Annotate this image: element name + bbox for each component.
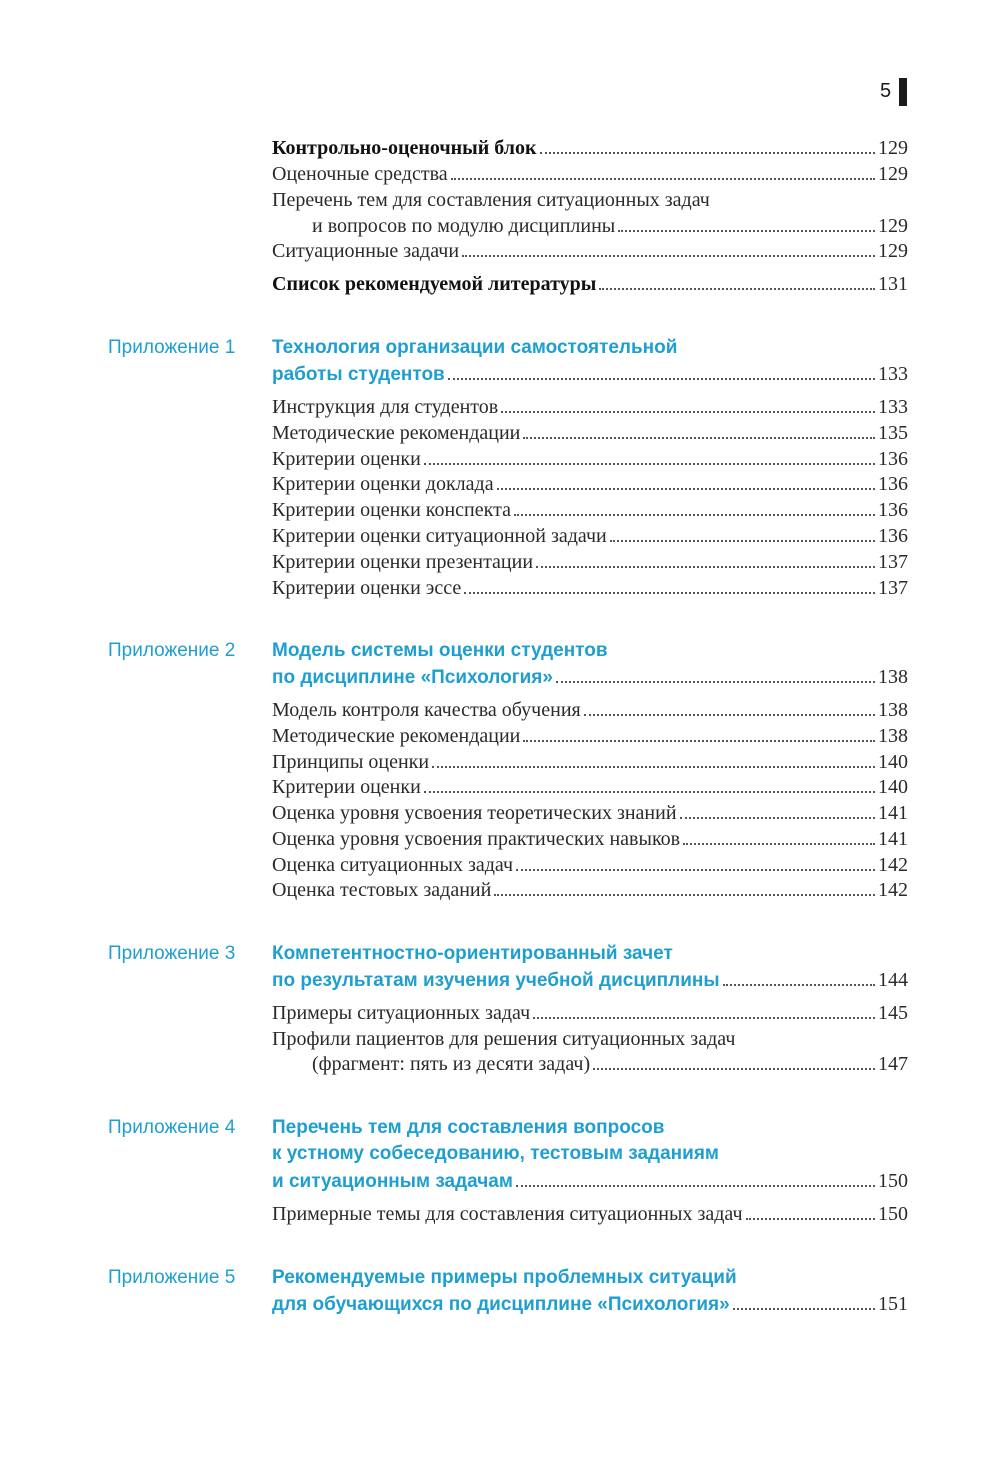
toc-entry-title: Модель контроля качества обучения [272,699,581,721]
toc-entry[interactable] [272,801,908,825]
toc-leader-dots [501,411,875,413]
appendix-label: Приложение 2 [108,640,236,661]
appendix-title-entry[interactable] [272,665,908,690]
toc-entry-title: Критерии оценки эссе [272,577,462,599]
toc-entry-page: 136 [878,448,908,470]
toc-entry[interactable] [272,524,908,548]
appendix-title-line: и ситуационным задачам [272,1171,513,1192]
toc-entry-page: 129 [878,215,908,237]
toc-entry[interactable] [272,550,908,574]
toc-entry[interactable] [272,827,908,851]
toc-leader-dots [424,463,875,465]
toc-leader-dots [584,714,875,716]
toc-leader-dots [451,178,875,180]
toc-entry-title: Оценочные средства [272,163,448,185]
toc-entry-title-line: Перечень тем для составления ситуационных задач [272,189,710,211]
toc-leader-dots [746,1218,875,1220]
toc-entry-title: Оценка уровня усвоения теоретических знаний [272,802,677,824]
toc-entry[interactable] [272,1202,908,1226]
toc-entry[interactable] [272,162,908,186]
page-number-bar [899,78,907,106]
page-number: 5 [880,80,892,102]
toc-entry-page: 142 [878,879,908,901]
toc-leader-dots [432,766,875,768]
toc-entry-page: 131 [878,273,908,295]
toc-leader-dots [462,255,875,257]
toc-entry[interactable] [272,395,908,419]
toc-entry-page: 145 [878,1002,908,1024]
toc-entry-page: 133 [878,396,908,418]
toc-leader-dots [618,230,875,232]
appendix-title-entry[interactable] [272,362,908,387]
toc-leader-dots [516,869,875,871]
toc-leader-dots [723,984,875,986]
toc-entry[interactable] [312,1052,908,1076]
toc-entry-title: Оценка уровня усвоения практических навыков [272,828,681,850]
toc-entry-page: 150 [878,1170,908,1192]
toc-leader-dots [733,1308,875,1310]
toc-entry-page: 129 [878,163,908,185]
toc-leader-dots [593,1068,875,1070]
toc-leader-dots [448,378,875,380]
toc-entry-page: 151 [878,1293,908,1315]
toc-leader-dots [610,540,875,542]
toc-entry-title: Критерии оценки [272,776,421,798]
appendix-title-line: к устному собеседованию, тестовым заданиям [272,1143,719,1164]
appendix-title-line: Рекомендуемые примеры проблемных ситуаций [272,1267,737,1288]
toc-entry-title: Примерные темы для составления ситуационных задач [272,1203,743,1225]
toc-entry-page: 137 [878,551,908,573]
toc-entry[interactable] [272,136,908,160]
toc-entry[interactable] [272,576,908,600]
toc-entry-title: Критерии оценки ситуационной задачи [272,525,607,547]
toc-entry-page: 140 [878,776,908,798]
toc-entry-title: Оценка тестовых заданий [272,879,492,901]
appendix-title-line: Перечень тем для составления вопросов [272,1117,665,1138]
toc-leader-dots [494,894,875,896]
toc-entry[interactable] [272,750,908,774]
toc-leader-dots [533,1017,875,1019]
toc-entry-page: 147 [878,1053,908,1075]
appendix-label: Приложение 1 [108,337,236,358]
toc-entry[interactable] [272,421,908,445]
toc-entry-title: Методические рекомендации [272,725,521,747]
toc-entry-page: 137 [878,577,908,599]
toc-entry-page: 144 [878,969,908,991]
appendix-title-line: по результатам изучения учебной дисциплины [272,970,720,991]
toc-entry[interactable] [272,498,908,522]
toc-entry[interactable] [272,472,908,496]
toc-entry[interactable] [272,878,908,902]
appendix-title-line: по дисциплине «Психология» [272,667,553,688]
appendix-label: Приложение 4 [108,1117,236,1138]
toc-entry-title: Ситуационные задачи [272,240,460,262]
toc-entry[interactable] [272,272,908,296]
toc-entry-title: Контрольно-оценочный блок [272,137,537,159]
appendix-title-entry[interactable] [272,968,908,993]
toc-entry-page: 138 [878,666,908,688]
appendix-title-line: работы студентов [272,364,445,385]
toc-entry-title: Оценка ситуационных задач [272,854,514,876]
toc-leader-dots [536,566,875,568]
toc-entry[interactable] [272,853,908,877]
toc-leader-dots [540,152,875,154]
toc-entry-page: 150 [878,1203,908,1225]
toc-entry-page: 136 [878,499,908,521]
appendix-title-entry[interactable] [272,1169,908,1194]
toc-leader-dots [516,1185,875,1187]
toc-entry-title: Инструкция для студентов [272,396,499,418]
toc-entry-page: 136 [878,525,908,547]
toc-entry-page: 138 [878,699,908,721]
toc-leader-dots [424,791,875,793]
toc-entry[interactable] [272,1001,908,1025]
toc-entry[interactable] [272,447,908,471]
appendix-title-line: для обучающихся по дисциплине «Психология» [272,1294,730,1315]
toc-entry-title: Принципы оценки [272,751,430,773]
toc-entry-page: 138 [878,725,908,747]
toc-leader-dots [556,681,875,683]
toc-entry-title: (фрагмент: пять из десяти задач) [312,1053,591,1075]
appendix-title-line: Модель системы оценки студентов [272,640,608,661]
toc-entry-title: Примеры ситуационных задач [272,1002,531,1024]
toc-entry-title: Критерии оценки конспекта [272,499,511,521]
toc-entry-page: 129 [878,137,908,159]
toc-entry-title: Критерии оценки доклада [272,473,494,495]
toc-entry-page: 133 [878,363,908,385]
appendix-title-line: Технология организации самостоятельной [272,337,678,358]
toc-entry-title: и вопросов по модулю дисциплины [312,215,616,237]
toc-entry-title: Список рекомендуемой литературы [272,273,597,295]
toc-leader-dots [523,437,875,439]
appendix-title-line: Компетентностно-ориентированный зачет [272,943,673,964]
toc-entry[interactable] [272,775,908,799]
appendix-label: Приложение 3 [108,943,236,964]
toc-entry-page: 140 [878,751,908,773]
toc-leader-dots [680,817,875,819]
toc-entry-page: 136 [878,473,908,495]
toc-leader-dots [497,488,875,490]
toc-entry-title: Критерии оценки презентации [272,551,534,573]
toc-entry-page: 142 [878,854,908,876]
toc-leader-dots [464,592,875,594]
toc-leader-dots [514,514,875,516]
appendix-label: Приложение 5 [108,1267,236,1288]
toc-entry-title: Критерии оценки [272,448,421,470]
toc-entry[interactable] [272,724,908,748]
toc-entry[interactable] [272,239,908,263]
toc-leader-dots [523,740,875,742]
toc-entry-page: 129 [878,240,908,262]
appendix-title-entry[interactable] [272,1292,908,1317]
toc-entry-page: 135 [878,422,908,444]
toc-entry-page: 141 [878,828,908,850]
toc-entry-page: 141 [878,802,908,824]
toc-leader-dots [599,288,875,290]
toc-entry-title: Методические рекомендации [272,422,521,444]
toc-leader-dots [683,843,875,845]
toc-entry[interactable] [272,698,908,722]
toc-entry[interactable] [312,214,908,238]
toc-entry-title-line: Профили пациентов для решения ситуационных задач [272,1028,736,1050]
